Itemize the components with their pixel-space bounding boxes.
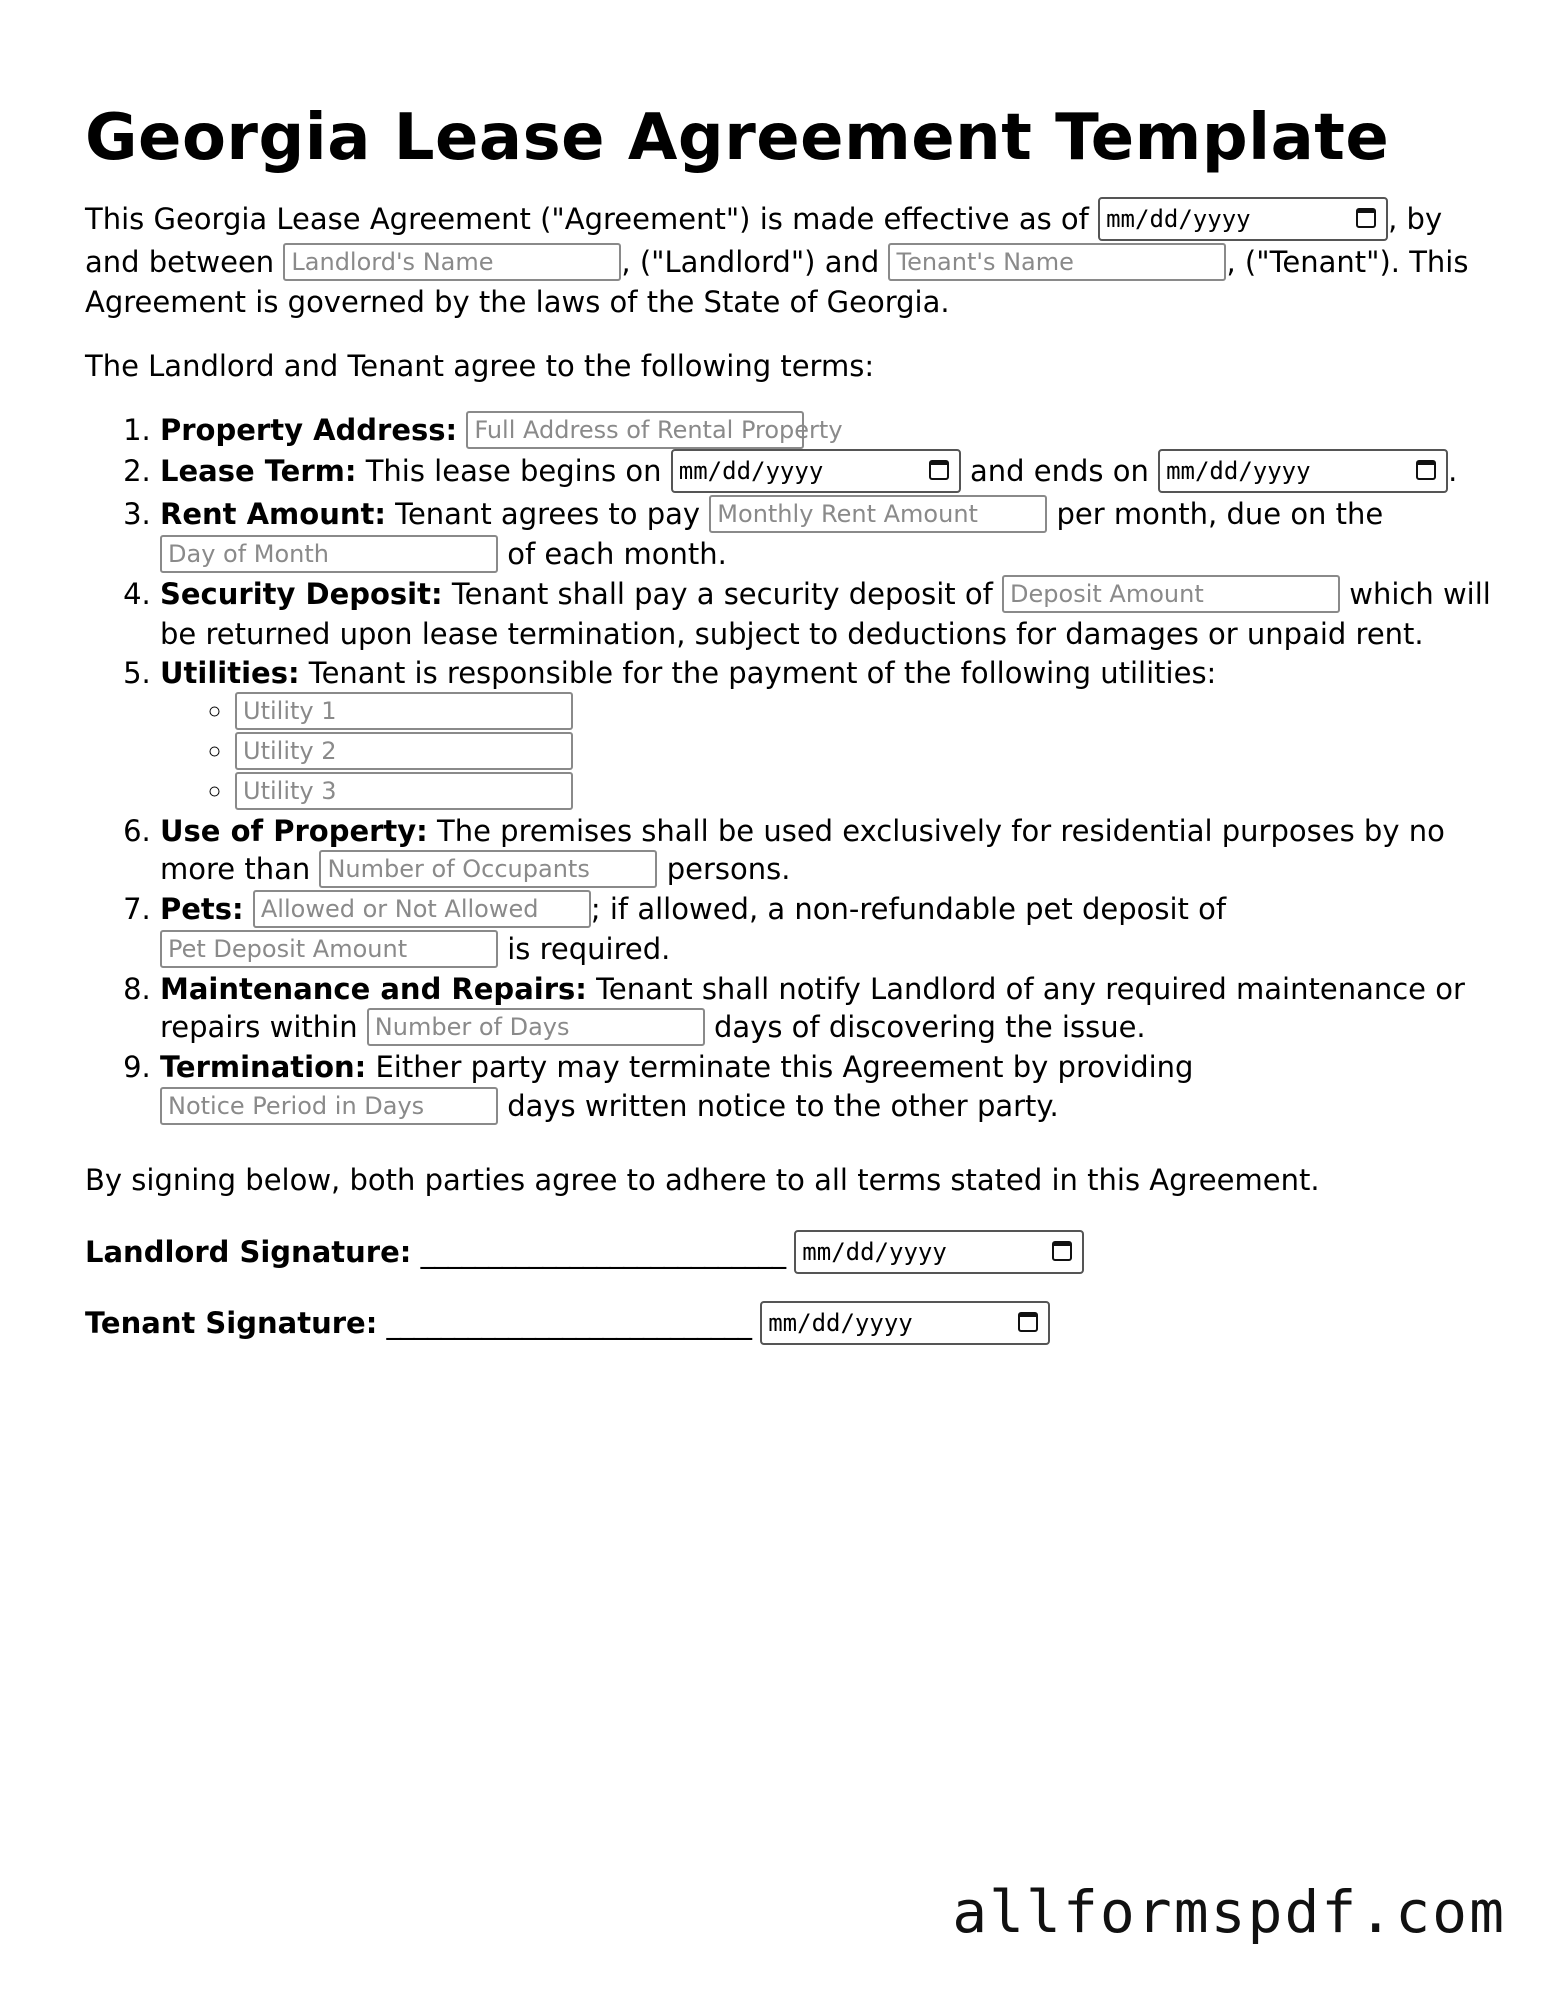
intro-text: , ("Tenant"). This Agreement is governed by the laws of the State of Georgia.: [85, 244, 1469, 319]
term-label: Security Deposit:: [160, 577, 443, 612]
intro-text: , ("Landlord") and: [621, 244, 880, 279]
monthly-rent-input[interactable]: Monthly Rent Amount: [709, 495, 1047, 533]
term-property: [160, 411, 1525, 451]
utility-1-input[interactable]: Utility 1: [235, 692, 573, 730]
term-use: 6. Use of Property: The premises shall be used exclusively for residential purposes by no more than Number of Occupants persons.: [160, 812, 1525, 890]
pet-deposit-input[interactable]: Pet Deposit Amount: [160, 930, 498, 968]
term-deposit: 4. Security Deposit: Tenant shall pay a security deposit of Deposit Amount which will be returned upon lease termination, subject to deductions for damages or unpaid rent.: [160, 575, 1525, 653]
term-label: Termination:: [160, 1050, 367, 1085]
term-label: Pets:: [160, 892, 244, 927]
notice-period-input[interactable]: Notice Period in Days: [160, 1087, 498, 1125]
calendar-icon: [1052, 1241, 1072, 1261]
tenant-signature-line[interactable]: ___________________________: [386, 1305, 752, 1340]
term-termination: 9. Termination: Either party may terminate this Agreement by providing Notice Period in Days days written notice to the other party.: [160, 1048, 1525, 1126]
page-title: Georgia Lease Agreement Template: [85, 101, 1390, 175]
term-label: Use of Property:: [160, 813, 428, 848]
term-label: Lease Term:: [160, 454, 357, 489]
utility-2-input[interactable]: Utility 2: [235, 732, 573, 770]
deposit-amount-input[interactable]: Deposit Amount: [1002, 575, 1340, 613]
utilities-list: [160, 692, 1525, 812]
term-maintenance: 8. Maintenance and Repairs: Tenant shall notify Landlord of any required maintenance or repairs within Number of Days days of discovering the issue.: [160, 970, 1525, 1048]
intro-paragraph: [85, 199, 1485, 321]
tenant-signature-row: [85, 1302, 1485, 1347]
intro-text: This Georgia Lease Agreement ("Agreement") is made effective as of: [85, 201, 1089, 236]
landlord-name-input[interactable]: Landlord's Name: [283, 243, 621, 281]
watermark: allformspdf.com: [952, 1878, 1506, 1946]
term-lease: 2. Lease Term: This lease begins on mm/dd/yyyy and ends on mm/dd/yyyy .: [160, 451, 1525, 495]
lease-document: [85, 100, 1491, 1347]
utility-3-input[interactable]: Utility 3: [235, 772, 573, 810]
term-label: Property Address:: [160, 413, 458, 448]
tenant-name-input[interactable]: Tenant's Name: [888, 243, 1226, 281]
occupants-input[interactable]: Number of Occupants: [319, 850, 657, 888]
repair-days-input[interactable]: Number of Days: [367, 1008, 705, 1046]
calendar-icon: [1018, 1312, 1038, 1332]
rent-due-day-input[interactable]: Day of Month: [160, 535, 498, 573]
signature-label: Tenant Signature:: [85, 1305, 378, 1340]
landlord-signature-date-input[interactable]: mm/dd/yyyy: [794, 1230, 1084, 1274]
effective-date-input[interactable]: mm/dd/yyyy: [1098, 197, 1388, 241]
lease-end-date-input[interactable]: mm/dd/yyyy: [1158, 449, 1448, 493]
property-address-input[interactable]: Full Address of Rental Property: [466, 411, 804, 449]
landlord-signature-line[interactable]: ___________________________: [420, 1234, 786, 1269]
term-utilities: 5. Utilities: Tenant is responsible for the payment of the following utilities: ◦ Utility 1 ◦ Utility 2 ◦ Utility 3: [160, 654, 1525, 812]
landlord-signature-row: [85, 1231, 1485, 1276]
pets-allowed-input[interactable]: Allowed or Not Allowed: [253, 890, 591, 928]
signature-label: Landlord Signature:: [85, 1234, 412, 1269]
calendar-icon: [929, 460, 949, 480]
terms-intro: The Landlord and Tenant agree to the following terms:: [85, 349, 875, 384]
closing-statement: By signing below, both parties agree to adhere to all terms stated in this Agreement.: [85, 1162, 1320, 1197]
calendar-icon: [1356, 208, 1376, 228]
list-item: [235, 692, 1525, 732]
terms-list: [85, 411, 1525, 1126]
term-rent: 3. Rent Amount: Tenant agrees to pay Monthly Rent Amount per month, due on the Day of Month of each month.: [160, 495, 1525, 575]
list-item: [235, 772, 1525, 812]
calendar-icon: [1416, 460, 1436, 480]
term-label: Utilities:: [160, 655, 300, 690]
term-pets: 7. Pets: Allowed or Not Allowed ; if allowed, a non-refundable pet deposit of Pet Deposit Amount is required.: [160, 890, 1525, 970]
tenant-signature-date-input[interactable]: mm/dd/yyyy: [760, 1301, 1050, 1345]
term-label: Rent Amount:: [160, 497, 386, 532]
lease-start-date-input[interactable]: mm/dd/yyyy: [671, 449, 961, 493]
intro-text: , by and between: [85, 201, 1443, 279]
term-label: Maintenance and Repairs:: [160, 972, 587, 1007]
list-item: [235, 732, 1525, 772]
